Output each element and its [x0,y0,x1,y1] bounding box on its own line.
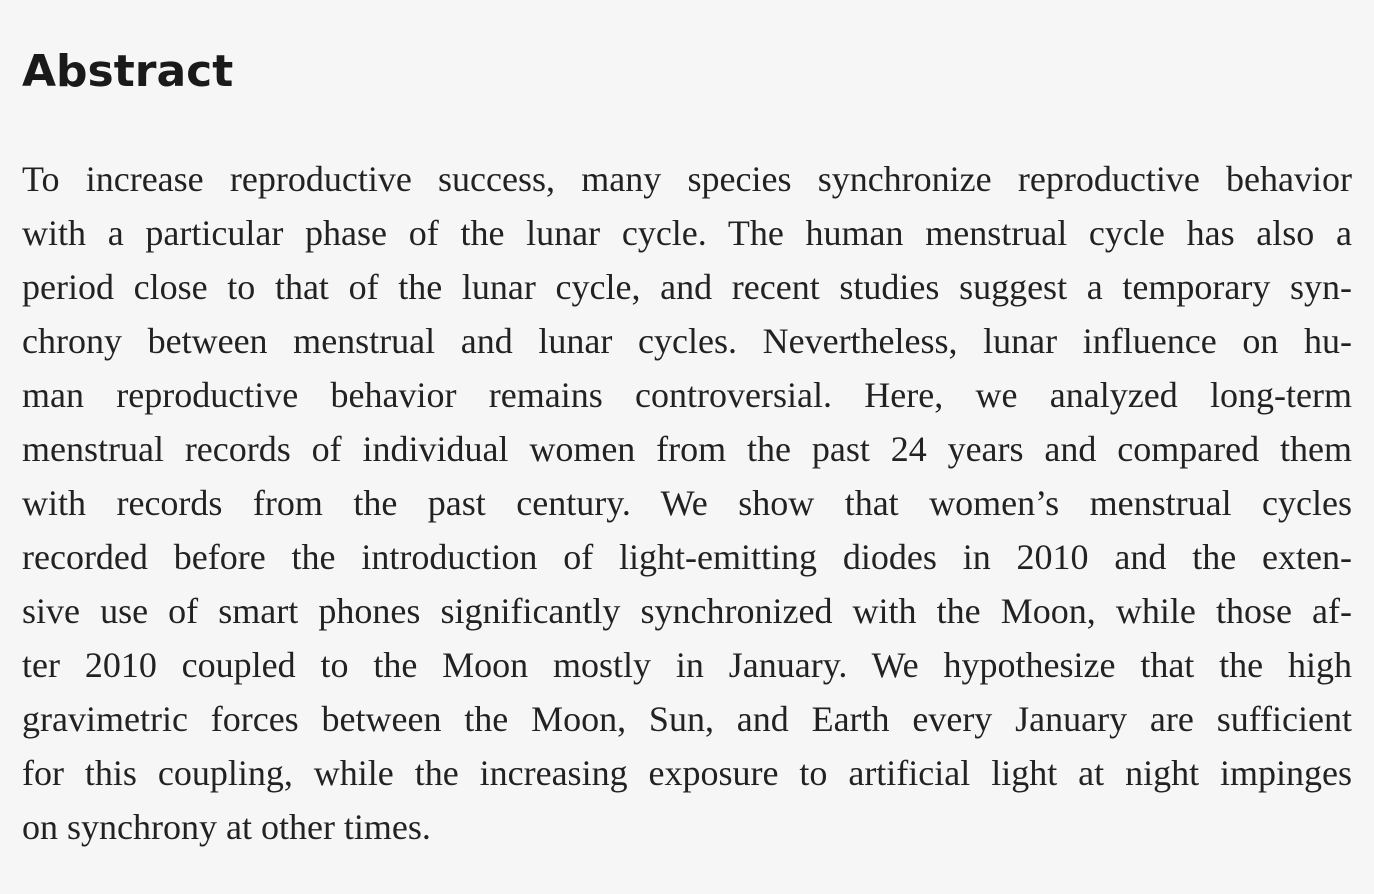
abstract-line: man reproductive behavior remains controversial. Here, we analyzed long-term [22,375,1352,415]
abstract-line: sive use of smart phones significantly synchronized with the Moon, while those af- [22,591,1352,631]
abstract-line: with a particular phase of the lunar cycle. The human menstrual cycle has also a [22,213,1352,253]
abstract-line: menstrual records of individual women from the past 24 years and compared them [22,429,1352,469]
abstract-line: chrony between menstrual and lunar cycles. Nevertheless, lunar influence on hu- [22,321,1352,361]
abstract-line: period close to that of the lunar cycle, and recent studies suggest a temporary syn- [22,267,1352,307]
abstract-line: with records from the past century. We show that women’s menstrual cycles [22,483,1352,523]
abstract-line: recorded before the introduction of light-emitting diodes in 2010 and the exten- [22,537,1352,577]
abstract-body [22,152,1352,854]
abstract-line: ter 2010 coupled to the Moon mostly in January. We hypothesize that the high [22,645,1352,685]
abstract-heading: Abstract [22,46,234,97]
abstract-line: on synchrony at other times. [22,807,431,847]
abstract-line: To increase reproductive success, many species synchronize reproductive behavior [22,159,1352,199]
abstract-line: for this coupling, while the increasing exposure to artificial light at night impinges [22,753,1352,793]
abstract-line: gravimetric forces between the Moon, Sun, and Earth every January are sufficient [22,699,1352,739]
